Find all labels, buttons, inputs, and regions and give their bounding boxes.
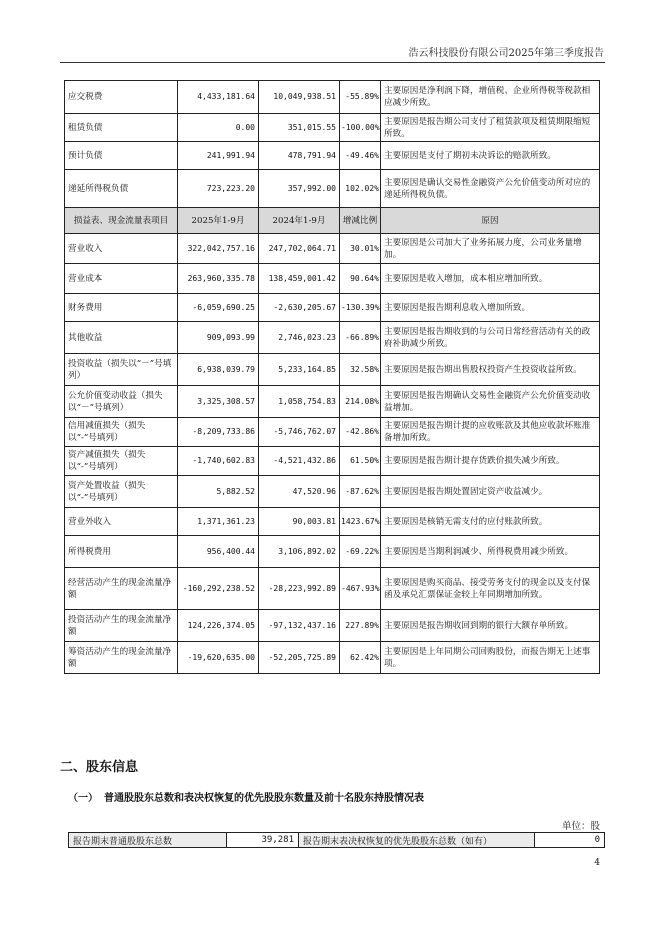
row-item-name: 营业外收入 — [65, 508, 178, 536]
row-change-percent: -55.89% — [340, 81, 381, 114]
table-row — [65, 264, 600, 294]
row-reason: 主要原因是购买商品、接受劳务支付的现金以及支付保函及承兑汇票保证金较上年同期增加所致。 — [381, 568, 600, 610]
row-current-value: -19,620,635.00 — [178, 642, 259, 674]
table-row — [65, 642, 600, 674]
row-reason: 主要原因是收入增加，成本相应增加所致。 — [381, 264, 600, 294]
row-previous-value: 357,992.00 — [259, 170, 340, 208]
row-previous-value: -52,205,725.89 — [259, 642, 340, 674]
row-change-percent: -100.00% — [340, 114, 381, 142]
common-shareholders-label: 报告期末普通股股东总数 — [69, 833, 227, 848]
row-previous-value: 2,746,023.23 — [259, 322, 340, 354]
row-reason: 主要原因是净利润下降，增值税、企业所得税等税款相应减少所致。 — [381, 81, 600, 114]
row-previous-value: 138,459,001.42 — [259, 264, 340, 294]
row-item-name: 资产减值损失（损失以“-”号填列） — [65, 447, 178, 476]
row-item-name: 资产处置收益（损失以“-”号填列） — [65, 476, 178, 508]
row-reason: 主要原因是报告期公司支付了租赁款项及租赁期限缩短所致。 — [381, 114, 600, 142]
table-row — [65, 568, 600, 610]
row-previous-value: 1,058,754.83 — [259, 386, 340, 418]
row-item-name: 所得税费用 — [65, 536, 178, 568]
row-change-percent: 32.58% — [340, 354, 381, 386]
row-change-percent: 30.01% — [340, 234, 381, 264]
row-reason: 主要原因是确认交易性金融资产公允价值变动所对应的递延所得税负债。 — [381, 170, 600, 208]
row-reason: 主要原因是报告期出售股权投资产生投资收益所致。 — [381, 354, 600, 386]
table-row — [65, 447, 600, 476]
preferred-shareholders-label: 报告期末表决权恢复的优先股股东总数（如有） — [299, 833, 535, 848]
col-header-previous: 2024年1-9月 — [259, 208, 340, 234]
table-row — [65, 386, 600, 418]
row-change-percent: 102.02% — [340, 170, 381, 208]
row-change-percent: -42.86% — [340, 418, 381, 447]
row-change-percent: 90.64% — [340, 264, 381, 294]
row-item-name: 筹资活动产生的现金流量净额 — [65, 642, 178, 674]
row-item-name: 投资活动产生的现金流量净额 — [65, 610, 178, 642]
row-change-percent: 61.50% — [340, 447, 381, 476]
row-current-value: -160,292,238.52 — [178, 568, 259, 610]
row-reason: 主要原因是报告期收回到期的银行大额存单所致。 — [381, 610, 600, 642]
table-row — [65, 508, 600, 536]
row-current-value: -6,059,690.25 — [178, 294, 259, 322]
row-reason: 主要原因是报告期收到的与公司日常经营活动有关的政府补助减少所致。 — [381, 322, 600, 354]
table-row — [65, 322, 600, 354]
row-change-percent: -49.46% — [340, 142, 381, 170]
row-change-percent: -66.89% — [340, 322, 381, 354]
row-item-name: 其他收益 — [65, 322, 178, 354]
change-analysis-table — [64, 80, 600, 674]
row-previous-value: 247,702,064.71 — [259, 234, 340, 264]
table-row — [65, 114, 600, 142]
row-previous-value: 5,233,164.85 — [259, 354, 340, 386]
table-row — [65, 234, 600, 264]
row-item-name: 营业收入 — [65, 234, 178, 264]
row-change-percent: 214.08% — [340, 386, 381, 418]
row-reason: 主要原因是报告期确认交易性金融资产公允价值变动收益增加。 — [381, 386, 600, 418]
row-reason: 主要原因是报告期处置固定资产收益减少。 — [381, 476, 600, 508]
table-row — [65, 81, 600, 114]
row-previous-value: 351,015.55 — [259, 114, 340, 142]
subsection-text: 普通股股东总数和表决权恢复的优先股股东数量及前十名股东持股情况表 — [104, 793, 424, 804]
row-item-name: 信用减值损失（损失以“-”号填列） — [65, 418, 178, 447]
col-header-reason: 原因 — [381, 208, 600, 234]
table-row — [65, 170, 600, 208]
income-cashflow-rows — [65, 234, 600, 674]
row-change-percent: -130.39% — [340, 294, 381, 322]
row-current-value: 124,226,374.05 — [178, 610, 259, 642]
table-row — [65, 294, 600, 322]
row-current-value: 241,991.94 — [178, 142, 259, 170]
table-row — [65, 418, 600, 447]
row-reason: 主要原因是报告期计提存货跌价损失减少所致。 — [381, 447, 600, 476]
row-change-percent: -467.93% — [340, 568, 381, 610]
table-row — [65, 354, 600, 386]
shareholder-count-row — [69, 833, 605, 848]
table-row — [65, 142, 600, 170]
subsection-title — [68, 789, 424, 804]
row-previous-value: -4,521,432.86 — [259, 447, 340, 476]
col-header-change: 增减比例 — [340, 208, 381, 234]
row-current-value: 263,960,335.78 — [178, 264, 259, 294]
row-previous-value: -28,223,992.89 — [259, 568, 340, 610]
common-shareholders-value: 39,281 — [227, 833, 299, 848]
page-number: 4 — [594, 858, 600, 868]
col-header-current: 2025年1-9月 — [178, 208, 259, 234]
header-divider — [60, 62, 605, 63]
row-item-name: 应交税费 — [65, 81, 178, 114]
row-previous-value: 3,106,892.02 — [259, 536, 340, 568]
income-header-row — [65, 208, 600, 234]
row-item-name: 公允价值变动收益（损失以“－”号填列） — [65, 386, 178, 418]
row-item-name: 预计负债 — [65, 142, 178, 170]
row-item-name: 递延所得税负债 — [65, 170, 178, 208]
row-change-percent: -87.62% — [340, 476, 381, 508]
row-current-value: -8,209,733.86 — [178, 418, 259, 447]
row-previous-value: -5,746,762.07 — [259, 418, 340, 447]
income-header-group — [65, 208, 600, 234]
subsection-number: （一） — [68, 793, 98, 804]
row-item-name: 租赁负债 — [65, 114, 178, 142]
report-header-title: 浩云科技股份有限公司2025年第三季度报告 — [408, 48, 604, 59]
row-item-name: 经营活动产生的现金流量净额 — [65, 568, 178, 610]
row-item-name: 财务费用 — [65, 294, 178, 322]
row-reason: 主要原因是报告期计提的应收账款及其他应收款坏账准备增加所致。 — [381, 418, 600, 447]
unit-label: 单位：股 — [561, 821, 600, 832]
table-row — [65, 536, 600, 568]
row-previous-value: 90,003.81 — [259, 508, 340, 536]
row-current-value: 1,371,361.23 — [178, 508, 259, 536]
row-current-value: 956,400.44 — [178, 536, 259, 568]
row-current-value: -1,740,602.83 — [178, 447, 259, 476]
col-header-item: 损益表、现金流量表项目 — [65, 208, 178, 234]
row-previous-value: 478,791.94 — [259, 142, 340, 170]
row-change-percent: 227.89% — [340, 610, 381, 642]
row-reason: 主要原因是报告期利息收入增加所致。 — [381, 294, 600, 322]
preferred-shareholders-value: 0 — [535, 833, 605, 848]
row-reason: 主要原因是当期利润减少、所得税费用减少所致。 — [381, 536, 600, 568]
row-change-percent: 1423.67% — [340, 508, 381, 536]
row-reason: 主要原因是支付了期初未决诉讼的赔款所致。 — [381, 142, 600, 170]
table-row — [65, 610, 600, 642]
row-current-value: 3,325,308.57 — [178, 386, 259, 418]
row-current-value: 6,938,039.79 — [178, 354, 259, 386]
row-change-percent: -69.22% — [340, 536, 381, 568]
row-previous-value: -97,132,437.16 — [259, 610, 340, 642]
row-current-value: 909,093.99 — [178, 322, 259, 354]
row-item-name: 营业成本 — [65, 264, 178, 294]
row-previous-value: -2,630,205.67 — [259, 294, 340, 322]
balance-sheet-rows — [65, 81, 600, 208]
row-current-value: 0.00 — [178, 114, 259, 142]
row-current-value: 723,223.20 — [178, 170, 259, 208]
row-previous-value: 10,049,938.51 — [259, 81, 340, 114]
row-previous-value: 47,520.96 — [259, 476, 340, 508]
row-current-value: 5,882.52 — [178, 476, 259, 508]
row-change-percent: 62.42% — [340, 642, 381, 674]
row-item-name: 投资收益（损失以“－”号填列） — [65, 354, 178, 386]
shareholder-count-table — [68, 832, 605, 848]
row-reason: 主要原因是上年同期公司回购股份，而报告期无上述事项。 — [381, 642, 600, 674]
section-title: 二、股东信息 — [60, 760, 139, 775]
row-current-value: 4,433,181.64 — [178, 81, 259, 114]
row-current-value: 322,042,757.16 — [178, 234, 259, 264]
row-reason: 主要原因是公司加大了业务拓展力度，公司业务量增加。 — [381, 234, 600, 264]
table-row — [65, 476, 600, 508]
row-reason: 主要原因是核销无需支付的应付账款所致。 — [381, 508, 600, 536]
